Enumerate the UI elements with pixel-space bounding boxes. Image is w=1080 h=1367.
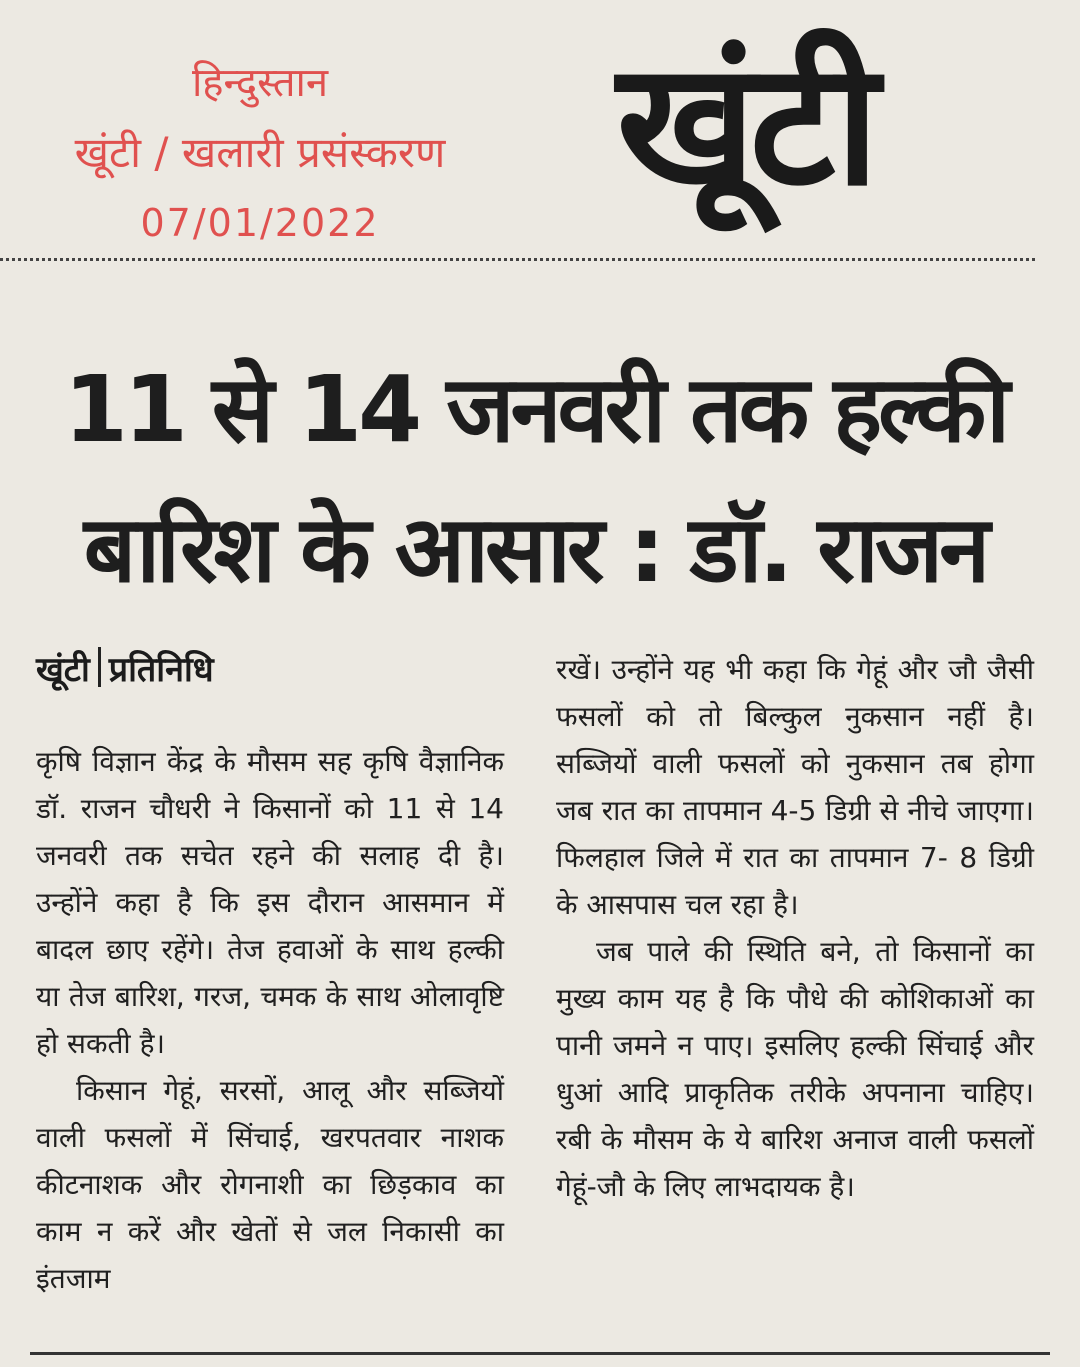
dateline-separator — [98, 647, 101, 687]
right-paragraph-2: जब पाले की स्थिति बने, तो किसानों का मुख्य काम यह है कि पौधे की कोशिकाओं का पानी जमने न पाए। इसलिए हल्की सिंचाई और धुआं आदि प्राकृतिक तरीके अपनाना चाहिए। रबी के मौसम के ये बारिश अनाज वाली फसलों गेहूं-जौ के लिए लाभदायक है। — [556, 935, 1034, 1203]
headline-line-1: 11 से 14 जनवरी तक हल्की — [63, 356, 1007, 463]
left-paragraph-1: कृषि विज्ञान केंद्र के मौसम सह कृषि वैज्ञानिक डॉ. राजन चौधरी ने किसानों को 11 से 14 जनवरी तक सचेत रहने की सलाह दी है। उन्होंने कहा है कि इस दौरान आसमान में बादल छाए रहेंगे। तेज हवाओं के साथ हल्की या तेज बारिश, गरज, चमक के साथ ओलावृष्टि हो सकती है। — [36, 745, 504, 1060]
right-paragraph-1: रखें। उन्होंने यह भी कहा कि गेहूं और जौ जैसी फसलों को तो बिल्कुल नुकसान नहीं है। सब्जियों वाली फसलों को नुकसान तब होगा जब रात का तापमान 4-5 डिग्री से नीचे जाएगा। फिलहाल जिले में रात का तापमान 7- 8 डिग्री के आसपास चल रहा है। — [556, 653, 1034, 921]
edition-date: 07/01/2022 — [140, 201, 380, 245]
newspaper-name: हिन्दुस्तान — [191, 60, 329, 106]
left-paragraph-2: किसान गेहूं, सरसों, आलू और सब्जियों वाली फसलों में सिंचाई, खरपतवार नाशक कीटनाशक और रोगनाशी का छिड़काव का काम न करें और खेतों से जल निकासी का इंतजाम — [36, 1074, 504, 1295]
headline-line-2: बारिश के आसार : डॉ. राजन — [83, 496, 987, 603]
article-dateline — [36, 640, 214, 700]
bottom-rule — [30, 1352, 1050, 1355]
section-masthead: खूंटी — [616, 26, 874, 224]
article-headline — [20, 340, 1050, 620]
article-column-left — [36, 738, 504, 1302]
dateline-place: खूंटी — [36, 650, 90, 690]
edition-stamp — [0, 48, 520, 258]
article-column-right — [556, 646, 1034, 1210]
dateline-source: प्रतिनिधि — [108, 650, 214, 690]
edition-name: खूंटी / खलारी प्रसंस्करण — [74, 128, 446, 177]
masthead-divider — [0, 258, 1035, 261]
